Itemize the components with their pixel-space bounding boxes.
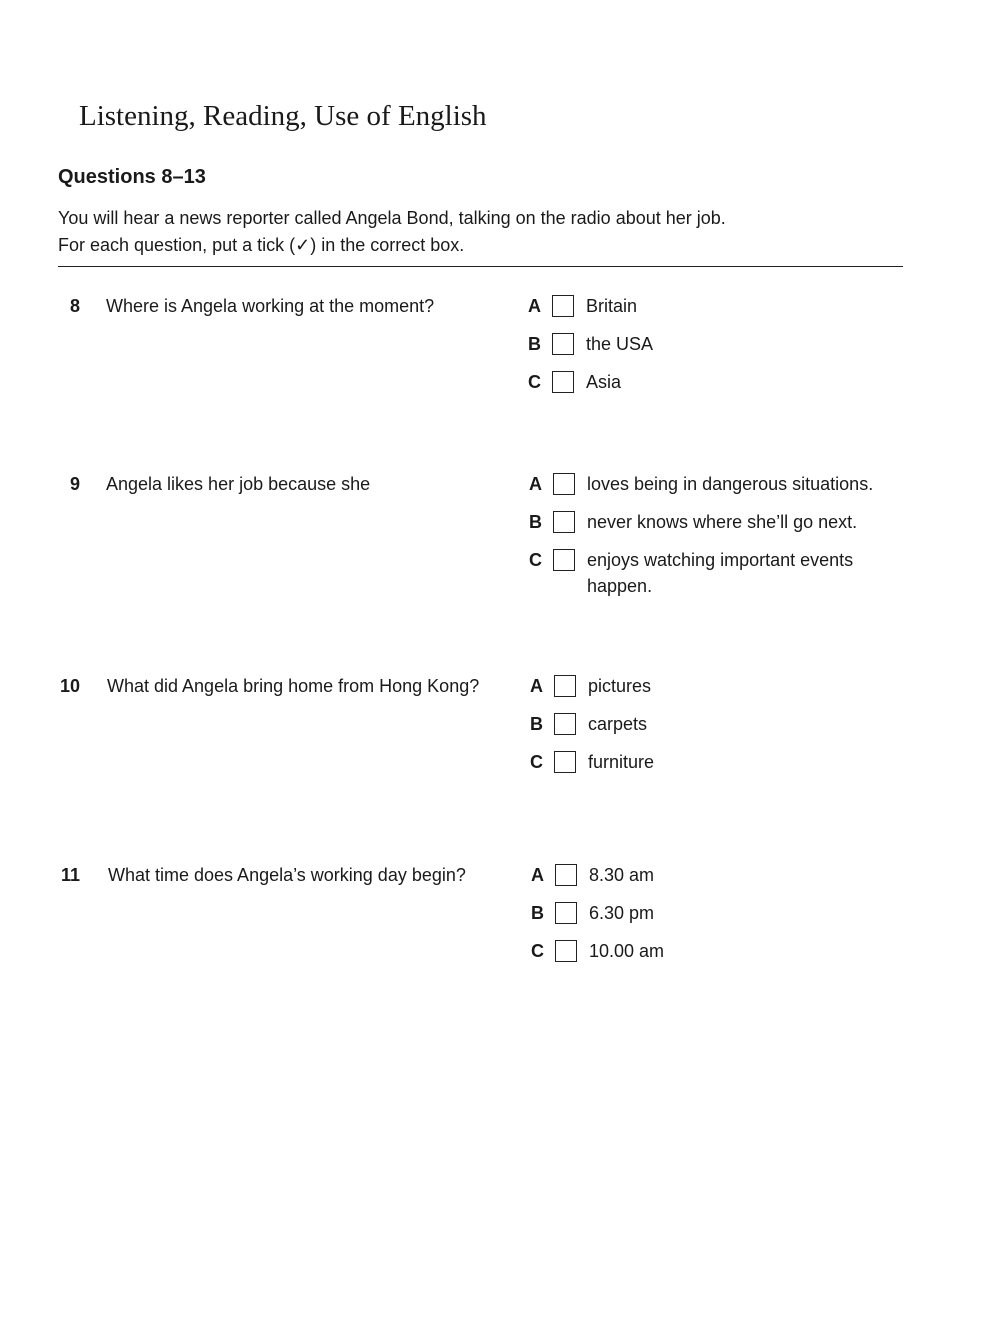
option-letter: C (528, 372, 541, 392)
option-text: 10.00 am (589, 941, 665, 961)
answer-checkbox[interactable] (555, 940, 577, 962)
question-number: 10 (60, 676, 81, 696)
answer-checkbox[interactable] (553, 511, 575, 533)
option-letter: C (530, 752, 543, 772)
option-text: never knows where she’ll go next. (587, 512, 858, 532)
divider (58, 266, 903, 267)
question-number: 8 (70, 296, 81, 316)
answer-checkbox[interactable] (554, 713, 576, 735)
question-text: What did Angela bring home from Hong Kong? (107, 676, 480, 696)
option-letter: B (528, 334, 541, 354)
option-text: furniture (588, 752, 655, 772)
option-letter: B (531, 903, 544, 923)
option-text: 6.30 pm (589, 903, 655, 923)
option-text-line-1: enjoys watching important events (587, 550, 854, 570)
option-letter: B (530, 714, 543, 734)
option-letter: C (531, 941, 544, 961)
answer-checkbox[interactable] (554, 675, 576, 697)
page-title: Listening, Reading, Use of English (79, 100, 487, 132)
answer-checkbox[interactable] (553, 549, 575, 571)
questions-heading: Questions 8–13 (58, 166, 206, 188)
option-text: 8.30 am (589, 865, 655, 885)
instructions-line-2: For each question, put a tick (✓) in the correct box. (58, 235, 465, 255)
answer-checkbox[interactable] (552, 333, 574, 355)
option-letter: A (528, 296, 541, 316)
option-letter: C (529, 550, 542, 570)
option-text-line-2: happen. (587, 576, 653, 596)
answer-checkbox[interactable] (552, 371, 574, 393)
option-text (587, 547, 853, 599)
question-text: What time does Angela’s working day begin? (108, 865, 466, 885)
answer-checkbox[interactable] (555, 864, 577, 886)
option-text: pictures (588, 676, 652, 696)
answer-checkbox[interactable] (555, 902, 577, 924)
instructions (58, 205, 726, 259)
option-letter: B (529, 512, 542, 532)
option-text: Asia (586, 372, 622, 392)
instructions-line-1: You will hear a news reporter called Angela Bond, talking on the radio about her job. (58, 208, 726, 228)
question-number: 9 (70, 474, 81, 494)
question-text: Where is Angela working at the moment? (106, 296, 435, 316)
option-text: the USA (586, 334, 654, 354)
option-letter: A (531, 865, 544, 885)
option-letter: A (530, 676, 543, 696)
answer-checkbox[interactable] (554, 751, 576, 773)
answer-checkbox[interactable] (552, 295, 574, 317)
option-letter: A (529, 474, 542, 494)
option-text: Britain (586, 296, 638, 316)
question-text: Angela likes her job because she (106, 474, 371, 494)
option-text: carpets (588, 714, 648, 734)
option-text: loves being in dangerous situations. (587, 474, 874, 494)
answer-checkbox[interactable] (553, 473, 575, 495)
question-number: 11 (61, 865, 81, 885)
